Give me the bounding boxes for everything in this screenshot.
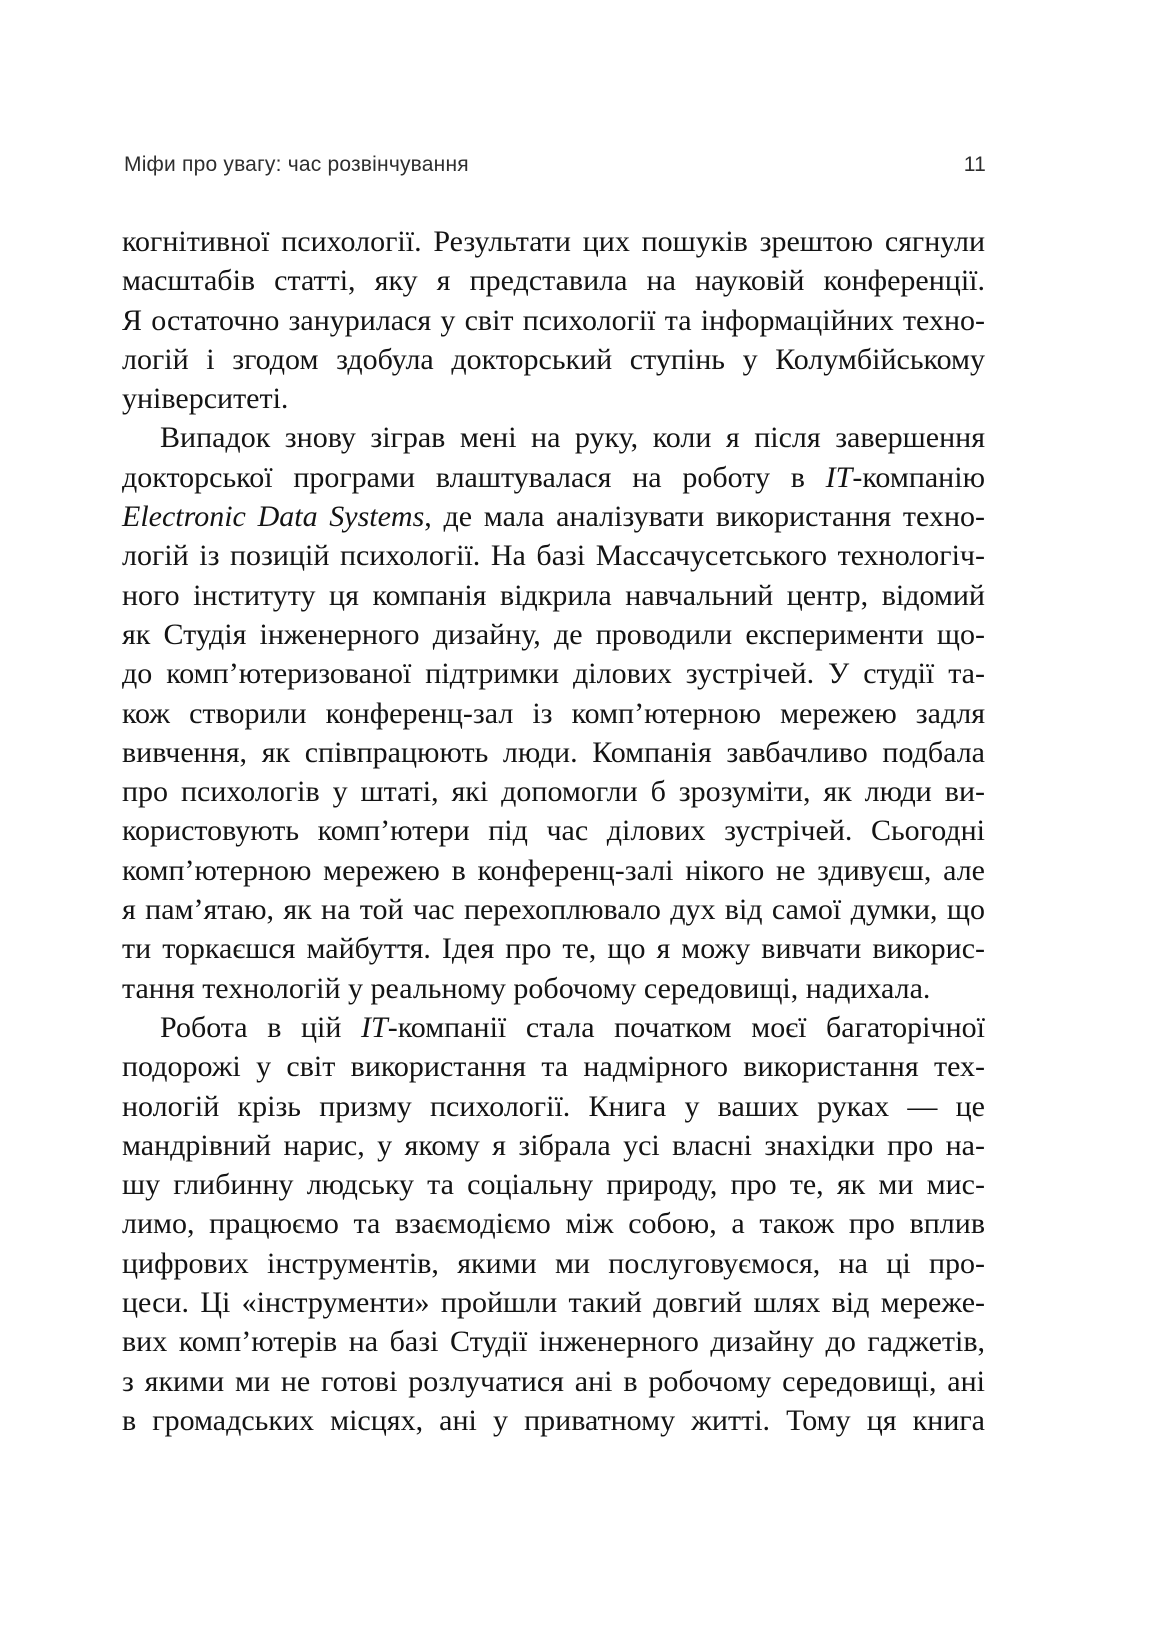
text-segment: про психологів у штаті, які допомогли б зрозуміти, як люди ви- bbox=[122, 775, 985, 809]
text-line bbox=[122, 340, 985, 379]
italic-text-segment: ІТ bbox=[361, 1010, 388, 1044]
text-segment: докторської програми влаштувалася на роботу в bbox=[122, 460, 826, 494]
text-line bbox=[122, 1283, 985, 1322]
text-segment: ного інституту ця компанія відкрила навчальний центр, відомий bbox=[122, 578, 985, 612]
text-line bbox=[122, 1008, 985, 1047]
text-line bbox=[122, 261, 985, 300]
text-segment: до комп’ютеризованої підтримки ділових зустрічей. У студії та- bbox=[122, 657, 985, 691]
text-line bbox=[122, 929, 985, 968]
page-number: 11 bbox=[963, 153, 986, 176]
text-line bbox=[122, 1047, 985, 1086]
text-segment: Я остаточно занурилася у світ психології та інформаційних техно- bbox=[122, 303, 985, 337]
paragraph bbox=[122, 1008, 985, 1440]
text-segment: -компанію bbox=[852, 460, 985, 494]
text-line bbox=[122, 1322, 985, 1361]
text-line bbox=[122, 969, 985, 1008]
text-segment: вих комп’ютерів на базі Студії інженерного дизайну до гаджетів, bbox=[122, 1325, 985, 1359]
text-segment: логій із позицій психології. На базі Массачусетського технологіч- bbox=[122, 539, 985, 573]
text-line bbox=[122, 418, 985, 457]
text-segment: я пам’ятаю, як на той час перехоплювало дух від самої думки, що bbox=[122, 893, 985, 927]
text-segment: когнітивної психології. Результати цих пошуків зрештою сягнули bbox=[122, 225, 985, 258]
paragraph bbox=[122, 222, 985, 418]
running-header bbox=[124, 153, 986, 177]
text-line bbox=[122, 1126, 985, 1165]
text-line bbox=[122, 301, 985, 340]
text-line bbox=[122, 1087, 985, 1126]
text-segment: цифрових інструментів, якими ми послуговуємося, на ці про- bbox=[122, 1246, 985, 1280]
text-line bbox=[122, 536, 985, 575]
text-line bbox=[122, 222, 985, 261]
running-title: Міфи про увагу: час розвінчування bbox=[124, 153, 469, 176]
text-line bbox=[122, 1401, 985, 1440]
text-segment: -компанії стала початком моєї багаторічної bbox=[387, 1010, 985, 1044]
text-segment: шу глибинну людську та соціальну природу, про те, як ми мис- bbox=[122, 1168, 985, 1202]
text-segment: комп’ютерною мережею в конференц-залі нікого не здивуєш, але bbox=[122, 853, 985, 887]
text-line bbox=[122, 576, 985, 615]
italic-text-segment: ІТ bbox=[825, 460, 853, 494]
text-segment: подорожі у світ використання та надмірного використання тех- bbox=[122, 1050, 985, 1084]
text-segment: нологій крізь призму психології. Книга у ваших руках — це bbox=[122, 1089, 985, 1123]
text-line bbox=[122, 497, 985, 536]
text-line bbox=[122, 890, 985, 929]
text-line bbox=[122, 1362, 985, 1401]
text-segment: вивчення, як співпрацюють люди. Компанія завбачливо подбала bbox=[122, 735, 985, 769]
text-line bbox=[122, 458, 985, 497]
text-line bbox=[122, 615, 985, 654]
text-segment: в громадських місцях, ані у приватному житті. Тому ця книга bbox=[122, 1403, 985, 1437]
text-segment: , де мала аналізувати використання техно- bbox=[424, 500, 985, 534]
text-line bbox=[122, 694, 985, 733]
text-line bbox=[122, 733, 985, 772]
text-line bbox=[122, 1244, 985, 1283]
text-line bbox=[122, 1165, 985, 1204]
text-line bbox=[122, 772, 985, 811]
text-segment: кож створили конференц-зал із комп’ютерною мережею задля bbox=[122, 696, 985, 730]
text-segment: з якими ми не готові розлучатися ані в робочому середовищі, ані bbox=[122, 1364, 985, 1398]
text-segment: масштабів статті, яку я представила на науковій конференції. bbox=[122, 264, 985, 298]
text-segment: мандрівний нарис, у якому я зібрала усі власні знахідки про на- bbox=[122, 1128, 985, 1162]
text-segment: логій і згодом здобула докторський ступінь у Колумбійському bbox=[122, 342, 985, 376]
text-line bbox=[122, 851, 985, 890]
text-line bbox=[122, 379, 985, 418]
text-line bbox=[122, 1204, 985, 1243]
text-segment: університеті. bbox=[122, 382, 289, 416]
text-line bbox=[122, 811, 985, 850]
text-segment: Робота в цій bbox=[160, 1010, 362, 1044]
text-line bbox=[122, 654, 985, 693]
text-segment: користовують комп’ютери під час ділових зустрічей. Сьогодні bbox=[122, 814, 985, 848]
body-text bbox=[122, 222, 985, 1440]
italic-text-segment: Electronic Data Systems bbox=[122, 500, 425, 534]
paragraph bbox=[122, 418, 985, 1007]
text-segment: лимо, працюємо та взаємодіємо між собою, а також про вплив bbox=[122, 1207, 985, 1241]
text-segment: цеси. Ці «інструменти» пройшли такий довгий шлях від мереже- bbox=[122, 1286, 985, 1320]
text-segment: тання технологій у реальному робочому середовищі, надихала. bbox=[122, 971, 931, 1005]
text-segment: ти торкаєшся майбуття. Ідея про те, що я можу вивчати викорис- bbox=[122, 932, 985, 966]
text-segment: Випадок знову зіграв мені на руку, коли я після завершення bbox=[160, 421, 985, 455]
text-segment: як Студія інженерного дизайну, де проводили експерименти що- bbox=[122, 617, 985, 651]
